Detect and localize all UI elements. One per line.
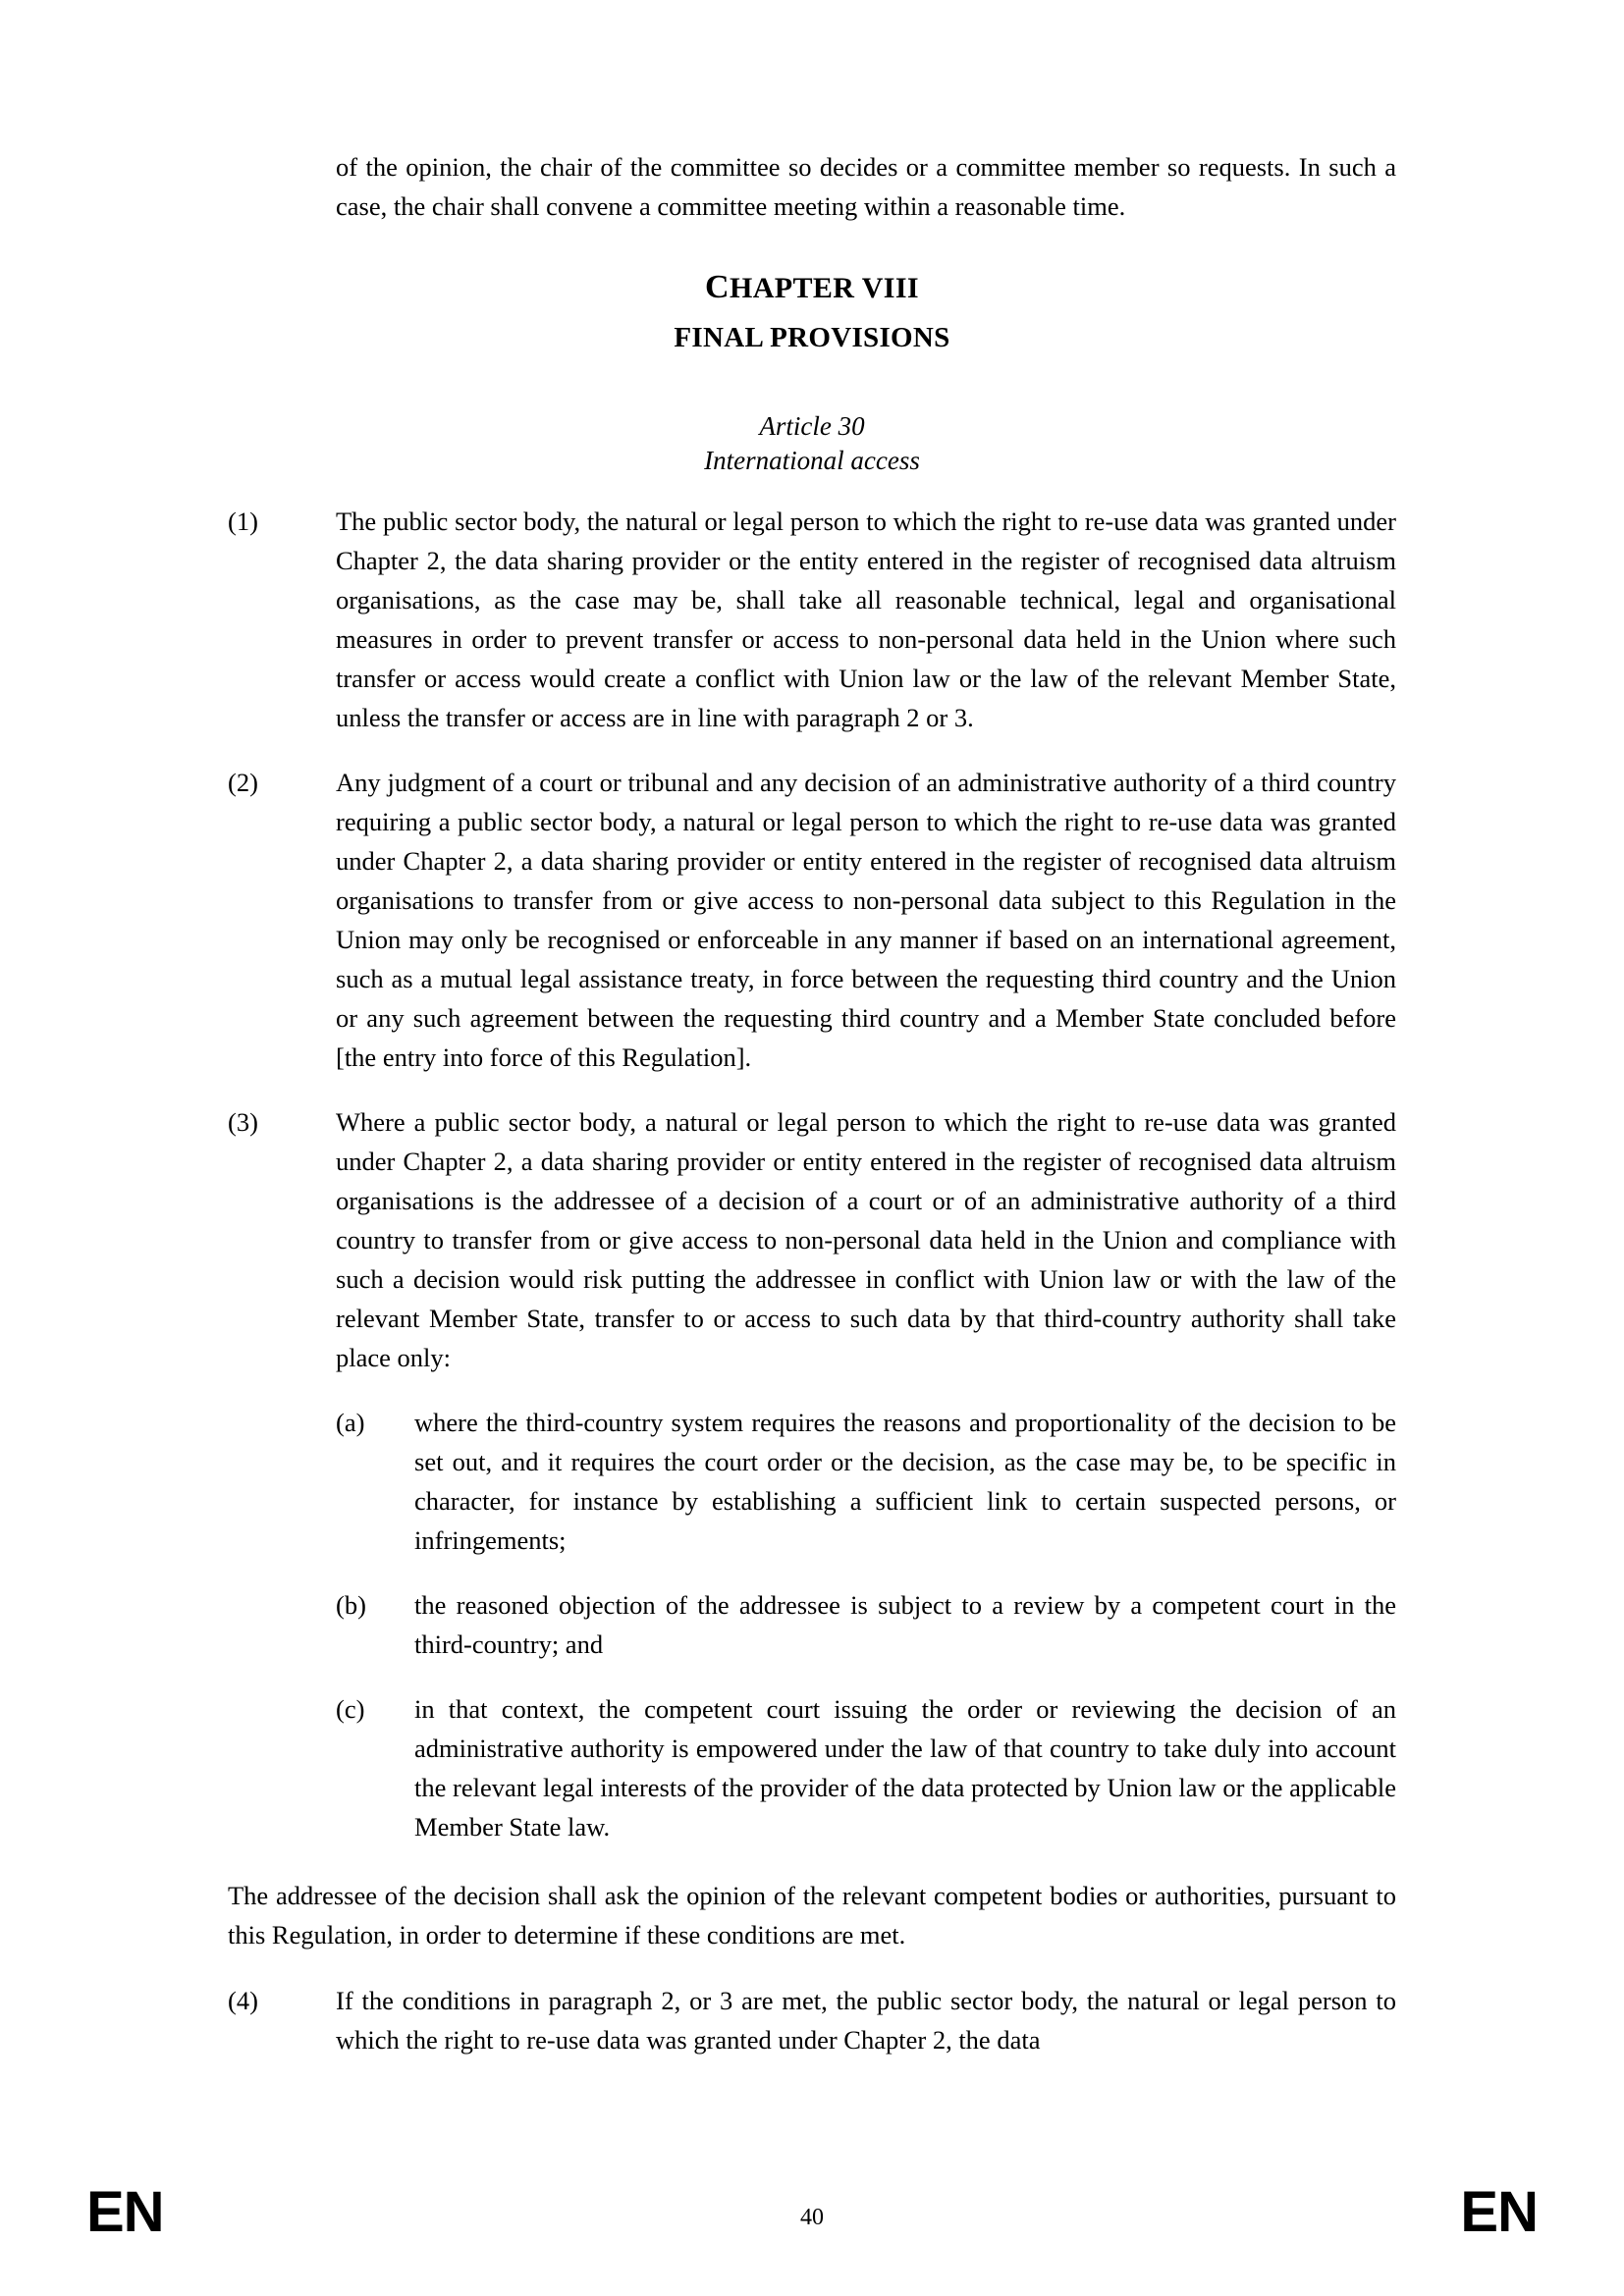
paragraph-marker: (1) (228, 507, 258, 536)
numbered-paragraph (228, 1981, 1396, 2059)
numbered-paragraph (228, 763, 1396, 1077)
chapter-heading: CHAPTER VIII (704, 269, 920, 305)
numbered-paragraph (228, 502, 1396, 737)
page-footer (0, 2176, 1624, 2245)
sub-paragraph-list (336, 1403, 1396, 1846)
closing-paragraph: The addressee of the decision shall ask the opinion of the relevant competent bodies or authorities, pursuant to this Regulation, in order to determine if these conditions are met. (228, 1881, 1396, 1949)
paragraph-text: The public sector body, the natural or legal person to which the right to re-use data was granted under Chapter 2, the data sharing provider or the entity entered in the register of recognised data altruism organisations, as the case may be, shall take all reasonable technical, legal and organisational measures in order to prevent transfer or access to non-personal data held in the Union where such transfer or access would create a conflict with Union law or the law of the relevant Member State, unless the transfer or access are in line with paragraph 2 or 3. (336, 507, 1396, 732)
paragraph-text: Where a public sector body, a natural or legal person to which the right to re-use data was granted under Chapter 2, a data sharing provider or entity entered in the register of recognised data altruism organisations is the addressee of a decision of a court or of an administrative authority of a third country to transfer from or give access to non-personal data held in the Union and compliance with such a decision would risk putting the addressee in conflict with Union law or with the law of the relevant Member State, transfer to or access to such data by that third-country authority shall take place only: (336, 1107, 1396, 1372)
chapter-subtitle: FINAL PROVISIONS (674, 322, 950, 353)
sub-paragraph-text: in that context, the competent court issuing the order or reviewing the decision of an administrative authority is empowered under the law of that country to take duly into account the relevant legal interests of the provider of the data protected by Union law or the applicable Member State law. (414, 1694, 1396, 1842)
sub-paragraph-text: the reasoned objection of the addressee is subject to a review by a competent court in the third-country; and (414, 1590, 1396, 1659)
sub-paragraph-item (336, 1403, 1396, 1560)
sub-paragraph-item (336, 1585, 1396, 1664)
intro-paragraph: of the opinion, the chair of the committee so decides or a committee member so requests. In such a case, the chair shall convene a committee meeting within a reasonable time. (336, 152, 1396, 221)
page-content (228, 147, 1396, 2059)
footer-language-left: EN (86, 2180, 164, 2244)
article-number: Article 30 (759, 411, 865, 441)
paragraph-text: If the conditions in paragraph 2, or 3 are met, the public sector body, the natural or legal person to which the right to re-use data was granted under Chapter 2, the data (336, 1985, 1396, 2055)
footer-page-number: 40 (800, 2205, 824, 2230)
sub-paragraph-text: where the third-country system requires the reasons and proportionality of the decision to be set out, and it requires the court order or the decision, as the case may be, to be specific in character, for instance by establishing a sufficient link to certain suspected persons, or infringements; (414, 1408, 1396, 1555)
footer-language-right: EN (1460, 2180, 1538, 2244)
numbered-paragraph (228, 1102, 1396, 1377)
paragraph-text: Any judgment of a court or tribunal and any decision of an administrative authority of a third country requiring a public sector body, a natural or legal person to which the right to re-use data was granted under Chapter 2, a data sharing provider or entity entered in the register of recognised data altruism organisations to transfer from or give access to non-personal data subject to this Regulation in the Union may only be recognised or enforceable in any manner if based on an international agreement, such as a mutual legal assistance treaty, in force between the requesting third country and the Union or any such agreement between the requesting third country and a Member State concluded before [the entry into force of this Regulation]. (336, 768, 1396, 1072)
article-title: International access (704, 446, 920, 475)
paragraph-marker: (3) (228, 1107, 258, 1137)
sub-paragraph-item (336, 1689, 1396, 1846)
sub-paragraph-marker: (b) (336, 1590, 366, 1620)
paragraph-marker: (2) (228, 768, 258, 797)
sub-paragraph-marker: (c) (336, 1694, 365, 1724)
sub-paragraph-marker: (a) (336, 1408, 365, 1437)
paragraph-marker: (4) (228, 1985, 258, 2015)
